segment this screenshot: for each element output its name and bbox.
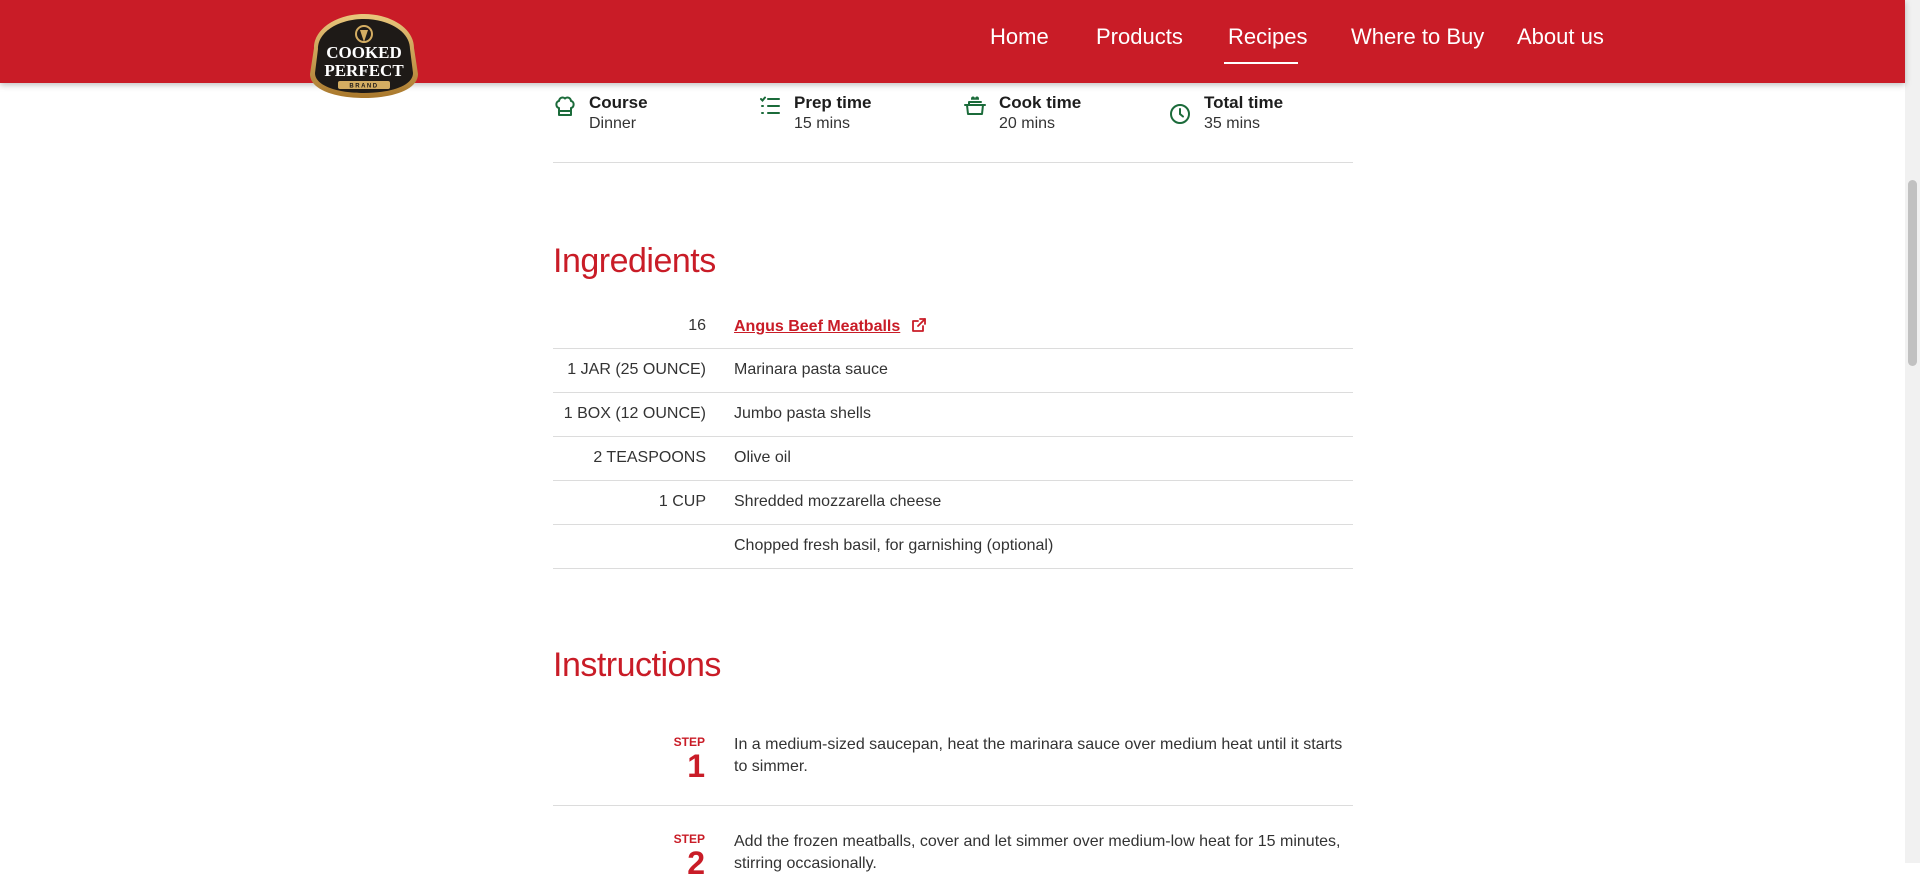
site-header xyxy=(0,0,1905,83)
ingredient-name: Olive oil xyxy=(734,449,791,466)
meta-cook-label: Cook time xyxy=(999,93,1082,112)
ingredients-table xyxy=(553,305,1353,569)
ingredient-qty: 2 TEASPOONS xyxy=(593,449,706,466)
ingredient-qty: 16 xyxy=(688,317,706,334)
meta-prep xyxy=(758,92,958,138)
nav-products[interactable]: Products xyxy=(1096,24,1183,49)
list-icon xyxy=(758,94,782,118)
scrollbar-thumb[interactable] xyxy=(1908,180,1917,366)
ingredient-name: Shredded mozzarella cheese xyxy=(734,493,942,510)
brand-logo[interactable] xyxy=(300,10,428,100)
instruction-step xyxy=(553,720,1353,806)
meta-cook xyxy=(963,92,1163,138)
ingredient-qty: 1 JAR (25 OUNCE) xyxy=(567,361,706,378)
page-scrollbar[interactable] xyxy=(1905,0,1920,863)
ingredient-qty: 1 BOX (12 OUNCE) xyxy=(563,405,706,422)
ingredient-name: Jumbo pasta shells xyxy=(734,405,871,422)
meta-prep-value: 15 mins xyxy=(794,115,851,132)
ingredient-row xyxy=(553,305,1353,349)
step-number: 2 xyxy=(687,845,705,881)
ingredient-qty: 1 CUP xyxy=(658,493,706,510)
pot-icon xyxy=(963,94,987,118)
nav-where-to-buy[interactable]: Where to Buy xyxy=(1351,24,1485,49)
logo-line1: COOKED xyxy=(326,43,402,62)
step-text: In a medium-sized saucepan, heat the marinara sauce over medium heat until it starts to simmer. xyxy=(734,736,1343,775)
step-text: Add the frozen meatballs, cover and let simmer over medium-low heat for 15 minutes, stirring occasionally. xyxy=(734,833,1341,872)
ingredient-row xyxy=(553,349,1353,393)
ingredient-name: Chopped fresh basil, for garnishing (optional) xyxy=(734,537,1054,554)
ingredient-row xyxy=(553,525,1353,569)
chef-hat-icon xyxy=(553,94,577,118)
meta-cook-value: 20 mins xyxy=(999,115,1056,132)
ingredient-name: Marinara pasta sauce xyxy=(734,361,888,378)
nav-recipes[interactable]: Recipes xyxy=(1228,24,1294,58)
logo-badge-icon xyxy=(300,10,428,100)
meta-total-value: 35 mins xyxy=(1204,115,1261,132)
step-number: 1 xyxy=(687,748,705,784)
ingredient-row xyxy=(553,393,1353,437)
nav-about-us[interactable]: About us xyxy=(1517,24,1604,49)
recipe-meta xyxy=(553,92,1353,163)
nav-home[interactable]: Home xyxy=(990,24,1049,49)
ingredient-row xyxy=(553,481,1353,525)
step-label: STEP xyxy=(673,735,705,749)
instructions-heading: Instructions xyxy=(553,646,721,684)
instruction-step xyxy=(553,806,1353,892)
ingredients-heading: Ingredients xyxy=(553,242,716,280)
clock-icon xyxy=(1168,102,1192,126)
external-link-icon[interactable] xyxy=(911,317,927,333)
ingredient-link[interactable]: Angus Beef Meatballs xyxy=(734,318,901,335)
logo-line2: PERFECT xyxy=(324,61,404,80)
meta-total-label: Total time xyxy=(1204,93,1284,112)
instructions-list xyxy=(553,720,1353,892)
meta-course xyxy=(553,92,753,138)
logo-line3: BRAND xyxy=(349,83,379,90)
meta-prep-label: Prep time xyxy=(794,93,872,112)
step-label: STEP xyxy=(673,832,705,846)
meta-course-value: Dinner xyxy=(589,115,637,132)
meta-course-label: Course xyxy=(589,93,648,112)
ingredient-name xyxy=(734,317,927,336)
meta-total xyxy=(1168,92,1368,138)
ingredient-row xyxy=(553,437,1353,481)
